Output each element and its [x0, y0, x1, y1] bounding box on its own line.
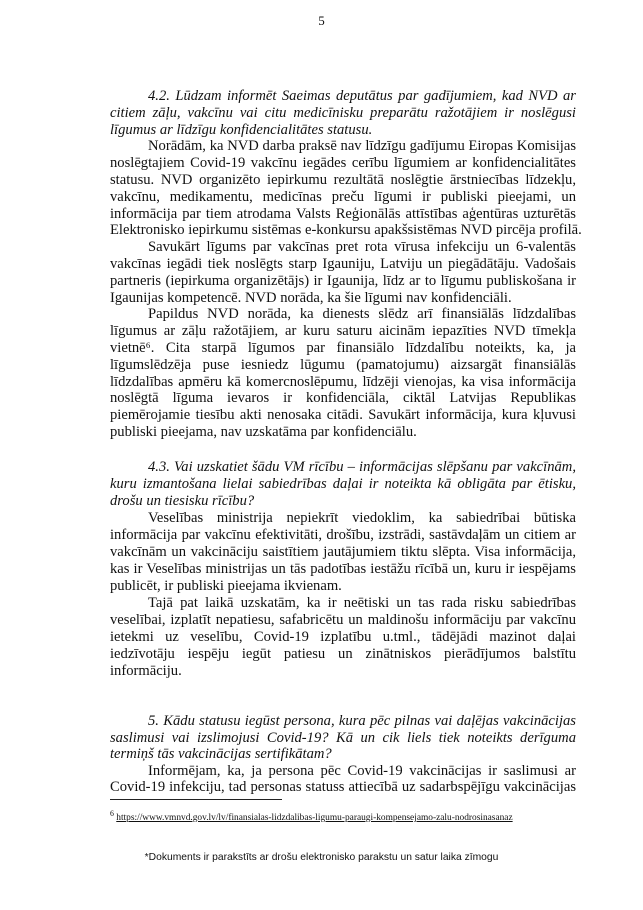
text-line: publiski pieejama, nav uzskatāma par konfidenciālu.: [110, 423, 417, 440]
text-line: līgumus ar līdzīgu konfidencialitātes statusu.: [110, 121, 373, 138]
text-line: 4.2. Lūdzam informēt Saeimas deputātus par gadījumiem, kad NVD ar: [148, 88, 576, 104]
text-line: informāciju.: [110, 663, 182, 679]
text-line: Norādām, ka NVD darba praksē nav līdzīgu gadījumu Eiropas Komisijas: [148, 138, 576, 155]
text-line: saslimusi vai izslimojusi Covid-19? Kā un cik liels tiek noteikts derīguma: [110, 729, 576, 746]
question-heading: [110, 88, 576, 138]
text-line: līgumslēdzēja puse iesniedz lūgumu (pamatojumu) aizsargāt finansiālās: [110, 356, 576, 373]
text-line: vakcīnu, medikamentu, medicīnas preču līgumi ir publiski pieejami, un: [110, 188, 576, 205]
text-line: informācija par vakcīnu efektivitāti, drošību, izstrādi, sastāvdaļām un citiem ar: [110, 527, 576, 543]
signature-notice: *Dokuments ir parakstīts ar drošu elektronisko parakstu un satur laika zīmogu: [144, 852, 499, 863]
text-line: piemērojamie tiesību akti nenosaka citādi. Savukārt informācija, kura kļuvusi: [110, 407, 576, 424]
text-line: veselībai, izplatīt nepatiesu, safabricētu un maldinošu informāciju par vakcīnu: [110, 612, 576, 628]
answer-paragraph: [110, 239, 576, 306]
question-heading: [110, 459, 576, 510]
footnote: [110, 809, 513, 823]
answer-paragraph: [110, 595, 576, 680]
answer-paragraph: [110, 138, 582, 239]
text-line: Igaunijas kompetencē. NVD norāda, ka šie līgumi nav konfidenciāli.: [110, 289, 512, 306]
text-line: termiņš tās vakcinācijas sertifikātam?: [110, 746, 332, 763]
section-4-3: [110, 459, 576, 680]
text-line: kuru izmantošana lielai sabiedrības daļai ir noteikta kā obligāta par ētisku,: [110, 476, 576, 492]
text-line: noslēgtā līguma ievaros ir konfidenciāla, ciktāl Latvijas Republikas: [110, 390, 576, 407]
section-5: [110, 713, 576, 796]
text-line: citiem zāļu, vakcīnu vai citu medicīnisku preparātu ražotājiem ir noslēgusi: [110, 104, 576, 121]
question-heading: [110, 713, 576, 763]
text-line: informācija par tiem atrodama Valsts Reģionālās attīstības aģentūras uzturētās: [110, 205, 576, 222]
text-line: noslēgtajiem Covid-19 vakcīnu iegādes cerību līgumiem ar konfidencialitātes: [110, 155, 576, 172]
text-line: partneris (iepirkuma organizētājs) ir Igaunija, līdz ar to līgumu publiskošana ir: [110, 272, 576, 289]
answer-paragraph: [110, 510, 576, 595]
text-line: iedzīvotāju iespēju iegūt patiesu un zinātniskos pierādījumos balstītu: [110, 646, 576, 662]
answer-paragraph: [110, 763, 576, 796]
footnote-number: 6: [110, 809, 114, 818]
text-line: 4.3. Vai uzskatiet šādu VM rīcību – informācijas slēpšanu par vakcīnām,: [148, 459, 576, 475]
text-line: 5. Kādu statusu iegūst persona, kura pēc pilnas vai daļējas vakcinācijas: [148, 713, 576, 729]
text-line: kas ir Veselības ministrijas un tās padotības iestāžu rīcībā un, kuru ir iespējams: [110, 561, 576, 577]
text-line: Veselības ministrija nepiekrīt viedoklim, ka sabiedrībai būtiska: [148, 510, 576, 526]
footnote-divider: [110, 799, 282, 800]
text-line: vakcīnas iegādi tiek noslēgts starp Igauniju, Latviju un piegādātāju. Vadošais: [110, 255, 576, 272]
text-line: vakcīnām un vakcināciju saistītiem jautājumiem tiktu slēpta. Visa informācija,: [110, 544, 576, 560]
text-line: Savukārt līgums par vakcīnas pret rota vīrusa infekciju un 6-valentās: [148, 239, 576, 256]
section-4-2: [110, 88, 582, 441]
text-line: Papildus NVD norāda, ka dienests slēdz arī finansiālās līdzdalības: [148, 306, 576, 323]
page-number: 5: [318, 13, 325, 28]
text-line: Covid-19 infekciju, tad personas statuss attiecībā uz sadarbspējīgu vakcinācijas: [110, 779, 576, 796]
text-line: līgumus ar zāļu ražotājiem, ar kuru saturu aicinām iepazīties NVD tīmekļa: [110, 323, 576, 340]
text-line: ietekmi uz veselību, Covid-19 izplatību u.tml., tādējādi mazinot daļai: [110, 629, 576, 645]
text-line: līdzdalības apmēru kā komercnoslēpumu, līdzēji vienojas, ka visa informācija: [110, 373, 576, 390]
text-line: drošu un tiesisku rīcību?: [110, 493, 255, 509]
text-line: Informējam, ka, ja persona pēc Covid-19 vakcinācijas ir saslimusi ar: [148, 762, 576, 779]
text-line: Elektronisko iepirkumu sistēmas e-konkursu apakšsistēmas NVD pircēja profilā.: [110, 222, 582, 239]
text-line: publicēt, ir publiski pieejama ikvienam.: [110, 578, 342, 594]
text-line: Tajā pat laikā uzskatām, ka ir neētiski un tas rada risku sabiedrības: [148, 595, 576, 611]
text-line: vietnē⁶. Cita starpā līgumos par finansiālo līdzdalību noteikts, ka, ja: [110, 339, 576, 356]
footnote-link[interactable]: https://www.vmnvd.gov.lv/lv/finansialas-lidzdalibas-ligumu-paraugi-kompensejamo-zalu-nodrosinasanaz: [116, 813, 513, 824]
text-line: statusu. NVD organizēto iepirkumu rezultātā noslēgtie ārstniecības līdzekļu,: [110, 171, 576, 188]
answer-paragraph: [110, 306, 576, 440]
